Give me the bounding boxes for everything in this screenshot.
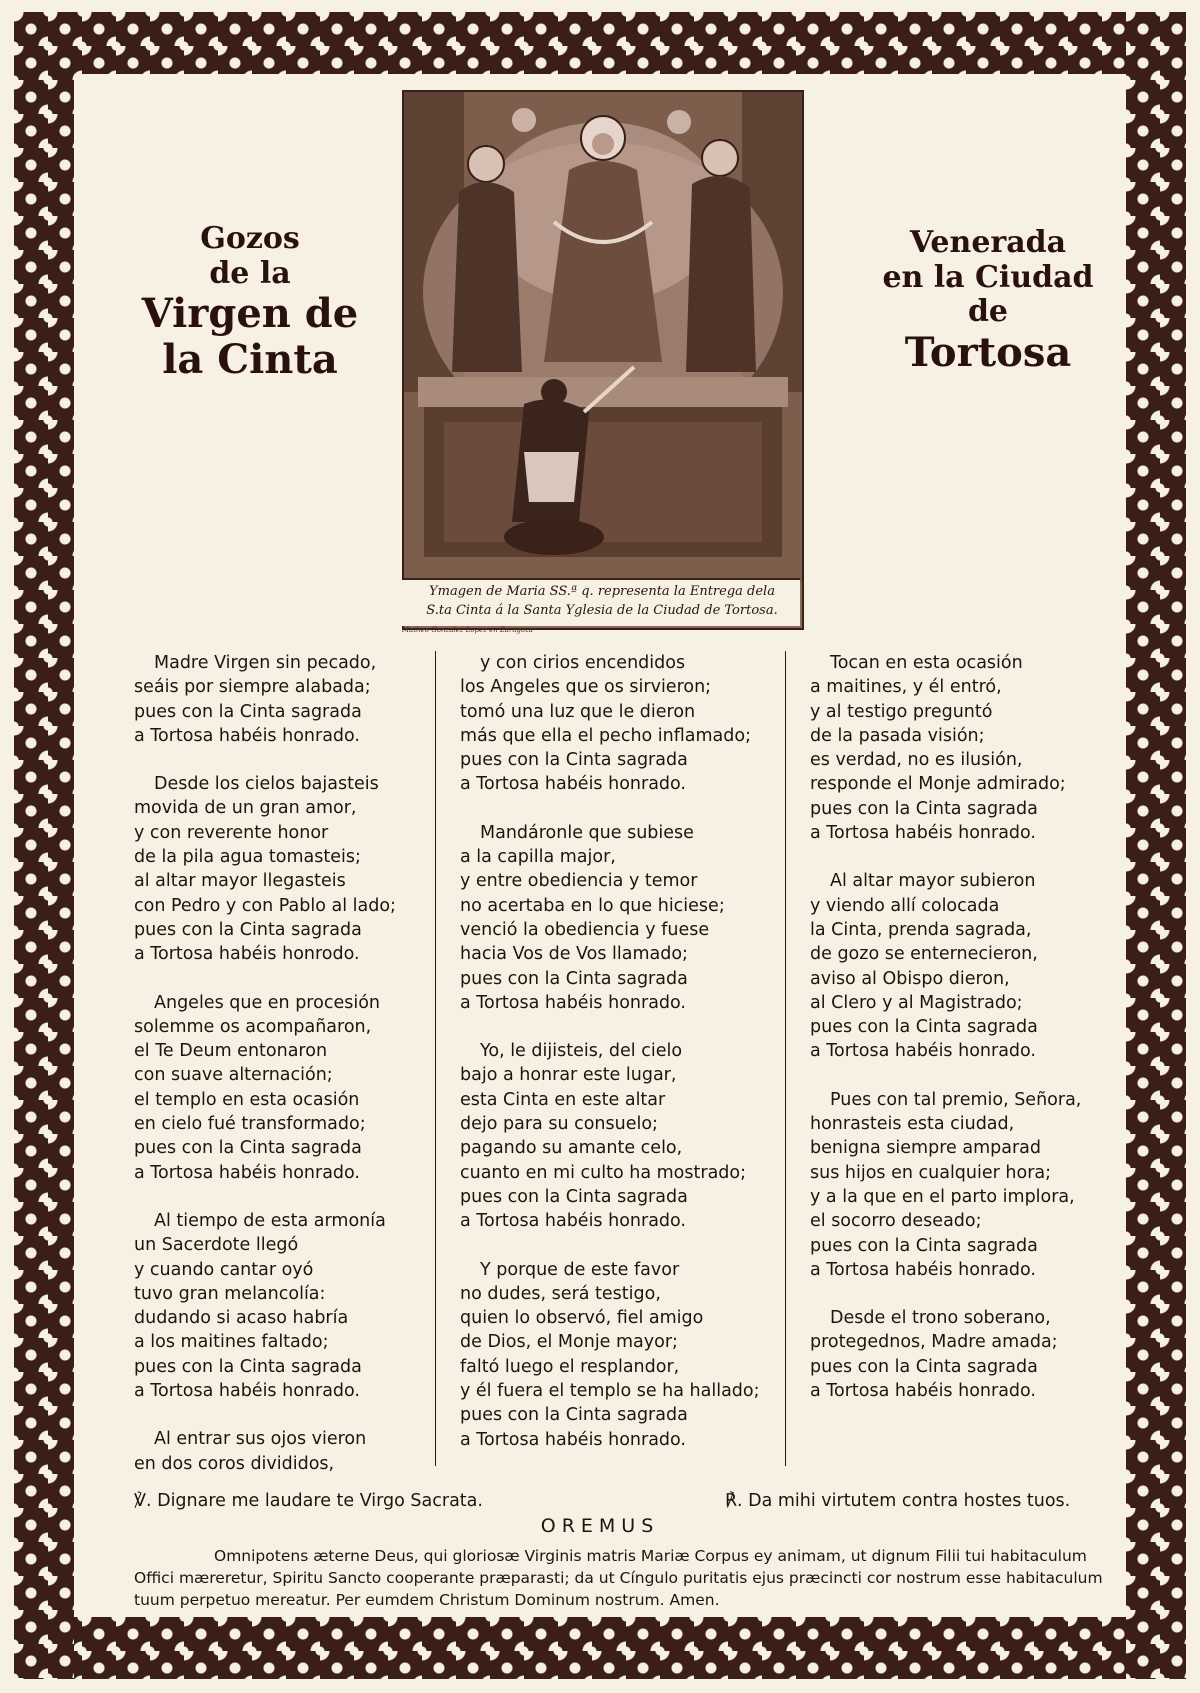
verse-line: hacia Vos de Vos llamado; [460, 944, 688, 965]
stanza [460, 651, 760, 797]
verse-line: y viendo allí colocada [810, 895, 1000, 916]
verse-line: honrasteis esta ciudad, [810, 1114, 1015, 1135]
verse-line: movida de un gran amor, [134, 798, 357, 819]
verse-line: protegednos, Madre amada; [810, 1332, 1058, 1353]
verse-line: Desde los cielos bajasteis [154, 774, 379, 795]
verse-line: sus hijos en cualquier hora; [810, 1162, 1052, 1183]
verse-line: dejo para su consuelo; [460, 1114, 658, 1135]
verse-line: Desde el trono soberano, [830, 1308, 1051, 1329]
stanza [810, 1088, 1110, 1282]
verse-line: el templo en esta ocasión [134, 1089, 360, 1110]
title-left-line4: la Cinta [162, 336, 338, 383]
verse-line: y con reverente honor [134, 822, 329, 843]
verse-line: a Tortosa habéis honrado. [134, 1162, 360, 1183]
title-right-line1: Venerada [909, 225, 1067, 260]
prayer-text [134, 1545, 1103, 1611]
verse-line: benigna siempre amparad [810, 1138, 1041, 1159]
verse-line: pues con la Cinta sagrada [134, 919, 362, 940]
verse-line: y con cirios encendidos [480, 653, 686, 673]
ornamental-border-bottom [14, 1617, 1186, 1679]
verse-line: de la pasada visión; [810, 725, 985, 746]
verse-line: y al testigo preguntó [810, 701, 993, 722]
stanza [460, 1258, 760, 1452]
verse-line: bajo a honrar este lugar, [460, 1065, 677, 1086]
verse-line: pues con la Cinta sagrada [810, 1356, 1038, 1377]
ornamental-border-right [1126, 12, 1186, 1679]
verse-line: pues con la Cinta sagrada [134, 1138, 362, 1159]
verse-line: Y porque de este favor [480, 1259, 680, 1280]
virgin-engraving-image [402, 90, 804, 630]
verse-line: pues con la Cinta sagrada [134, 1356, 362, 1377]
title-right-line4: Tortosa [904, 328, 1072, 376]
verse-line: seáis por siempre alabada; [134, 677, 371, 698]
verse-line: solemme os acompañaron, [134, 1016, 372, 1037]
verse-line: a Tortosa habéis honrado. [460, 1429, 686, 1450]
verse-line: de Dios, el Monje mayor; [460, 1332, 678, 1353]
verse-line: y él fuera el templo se ha hallado; [460, 1381, 760, 1402]
verse-line: pues con la Cinta sagrada [460, 1405, 688, 1426]
verse-line: con Pedro y con Pablo al lado; [134, 895, 396, 916]
stanza [460, 1039, 760, 1233]
verse-line: faltó luego el resplandor, [460, 1356, 680, 1377]
stanza [134, 772, 424, 966]
verse-line: en dos coros divididos, [134, 1453, 335, 1474]
verse-line: de la pila agua tomasteis; [134, 847, 361, 868]
verse-line: más que ella el pecho inflamado; [460, 725, 751, 746]
engraving-caption-box [402, 578, 800, 626]
verse-line: al Clero y al Magistrado; [810, 992, 1023, 1013]
ornamental-border-top [14, 12, 1186, 74]
caption-line-2: S.ta Cinta á la Santa Yglesia de la Ciudad de Tortosa. [426, 603, 778, 618]
verse-column-1 [134, 651, 424, 1500]
verse-line: con suave alternación; [134, 1065, 333, 1086]
title-left-line1: Gozos [200, 221, 300, 256]
verse-line: Al tiempo de esta armonía [154, 1210, 386, 1231]
verse-line: cuanto en mi culto ha mostrado; [460, 1162, 746, 1183]
verse-line: Al altar mayor subieron [830, 871, 1036, 892]
verse-line: a la capilla major, [460, 847, 616, 868]
verse-line: el Te Deum entonaron [134, 1041, 328, 1062]
title-right-line3: de [967, 294, 1009, 329]
verse-line: a Tortosa habéis honrado. [460, 992, 686, 1013]
engraving-illustration [404, 92, 802, 582]
verse-line: pues con la Cinta sagrada [810, 1017, 1038, 1038]
prayer-line-1: Omnipotens æterne Deus, qui gloriosæ Virginis matris Mariæ Corpus ey animam, ut dignum Filii tui habitaculum [214, 1547, 1087, 1565]
verse-line: no acertaba en lo que hiciese; [460, 895, 725, 916]
verse-line: venció la obediencia y fuese [460, 919, 710, 940]
verse-line: a Tortosa habéis honrado. [810, 1259, 1036, 1280]
verse-line: a maitines, y él entró, [810, 677, 1002, 698]
verse-line: a Tortosa habéis honrado. [810, 1041, 1036, 1062]
stanza [134, 1209, 424, 1403]
stanza [810, 1306, 1110, 1403]
column-divider-2 [785, 651, 786, 1466]
verse-line: pagando su amante celo, [460, 1138, 683, 1159]
versicle: ℣. Dignare me laudare te Virgo Sacrata. [134, 1491, 483, 1511]
stanza [810, 651, 1110, 845]
verse-line: a Tortosa habéis honrado. [460, 1211, 686, 1232]
title-left-line2: de la [209, 255, 291, 291]
stanza [460, 821, 760, 1015]
engraver-signature: Matheo Gonzalez Lopez en Zaragoza [402, 626, 534, 634]
verse-line: a Tortosa habéis honrado. [810, 823, 1036, 844]
verse-line: tuvo gran melancolía: [134, 1283, 326, 1304]
verse-line: en cielo fué transformado; [134, 1114, 366, 1135]
engraving-caption [410, 582, 794, 620]
verse-line: pues con la Cinta sagrada [810, 798, 1038, 819]
title-right [868, 226, 1108, 376]
verse-line: a los maitines faltado; [134, 1332, 329, 1353]
verse-line: dudando si acaso habría [134, 1308, 349, 1329]
verse-line: Pues con tal premio, Señora, [830, 1089, 1082, 1110]
verse-line: a Tortosa habéis honrado. [134, 725, 360, 746]
prayer-line-3: tuum perpetuo mereatur. Per eumdem Christum Dominum nostrum. Amen. [134, 1591, 720, 1609]
oremus-heading: OREMUS [540, 1515, 660, 1537]
verse-line: pues con la Cinta sagrada [460, 968, 688, 989]
title-left-line3: Virgen de [141, 290, 359, 337]
verse-line: Mandáronle que subiese [480, 822, 694, 843]
verse-line: esta Cinta en este altar [460, 1089, 666, 1110]
column-divider-1 [435, 651, 436, 1466]
title-right-line2: en la Ciudad [882, 259, 1094, 295]
verse-line: el socorro deseado; [810, 1211, 982, 1232]
verse-line: al altar mayor llegasteis [134, 871, 346, 892]
verse-line: a Tortosa habéis honrado. [810, 1381, 1036, 1402]
verse-line: responde el Monje admirado; [810, 774, 1066, 795]
stanza [134, 991, 424, 1185]
verse-line: pues con la Cinta sagrada [810, 1235, 1038, 1256]
verse-line: y cuando cantar oyó [134, 1259, 314, 1280]
verse-line: y entre obediencia y temor [460, 871, 698, 892]
verse-line: no dudes, será testigo, [460, 1283, 661, 1304]
verse-line: Madre Virgen sin pecado, [154, 653, 377, 673]
verse-line: a Tortosa habéis honrodo. [134, 944, 360, 965]
verse-line: Yo, le dijisteis, del cielo [480, 1041, 683, 1062]
verse-line: tomó una luz que le dieron [460, 701, 696, 722]
verse-line: los Angeles que os sirvieron; [460, 677, 712, 698]
verse-line: y a la que en el parto implora, [810, 1186, 1075, 1207]
verse-line: a Tortosa habéis honrado. [460, 774, 686, 795]
verse-line: quien lo observó, fiel amigo [460, 1308, 704, 1329]
verse-line: un Sacerdote llegó [134, 1235, 299, 1256]
verse-line: aviso al Obispo dieron, [810, 968, 1010, 989]
stanza [134, 1427, 424, 1476]
verse-line: pues con la Cinta sagrada [134, 701, 362, 722]
verse-line: es verdad, no es ilusión, [810, 750, 1023, 771]
verse-line: Angeles que en procesión [154, 992, 380, 1013]
ornamental-border-left [14, 12, 74, 1679]
verse-line: Tocan en esta ocasión [830, 653, 1023, 673]
caption-line-1: Ymagen de Maria SS.ª q. representa la Entrega dela [429, 584, 775, 599]
verse-line: pues con la Cinta sagrada [460, 750, 688, 771]
verse-line: a Tortosa habéis honrado. [134, 1381, 360, 1402]
stanza [810, 869, 1110, 1063]
verse-column-2 [460, 651, 760, 1476]
verse-line: pues con la Cinta sagrada [460, 1186, 688, 1207]
verse-line: Al entrar sus ojos vieron [154, 1429, 367, 1450]
response: ℟. Da mihi virtutem contra hostes tuos. [725, 1491, 1071, 1511]
verse-line: la Cinta, prenda sagrada, [810, 919, 1032, 940]
verse-line: de gozo se enternecieron, [810, 944, 1038, 965]
title-left [130, 222, 370, 383]
prayer-line-2: Offici mæreretur, Spiritu Sancto cooperante præparasti; da ut Cíngulo puritatis ejus præcincti cor nostrum esse habitaculum [134, 1569, 1103, 1587]
stanza [134, 651, 424, 748]
verse-column-3 [810, 651, 1110, 1427]
